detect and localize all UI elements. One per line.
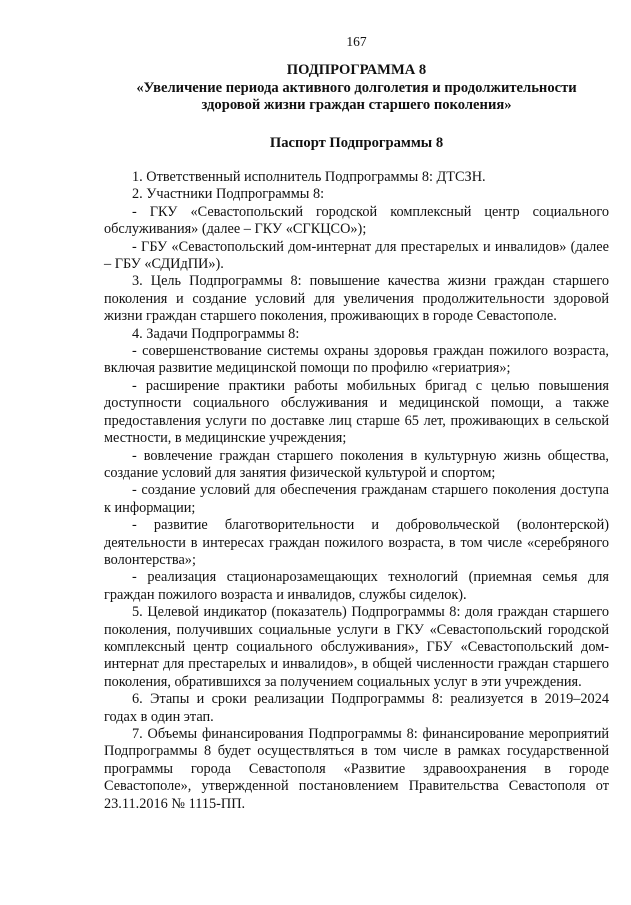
passport-body	[104, 169, 609, 813]
paragraph-participant-gbu: - ГБУ «Севастопольский дом-интернат для престарелых и инвалидов» (далее – ГБУ «СДИдПИ»).	[104, 238, 609, 273]
paragraph-participant-gku: - ГКУ «Севастопольский городской комплексный центр социального обслуживания» (далее – ГКУ «СГКЦСО»);	[104, 203, 609, 238]
subprogram-heading-line-1: ПОДПРОГРАММА 8	[286, 62, 427, 78]
paragraph-tasks: 4. Задачи Подпрограммы 8:	[132, 325, 300, 342]
paragraph-responsible-executor: 1. Ответственный исполнитель Подпрограммы 8: ДТСЗН.	[132, 169, 486, 185]
paragraph-task-information: - создание условий для обеспечения гражданам старшего поколения доступа к информации;	[104, 482, 609, 516]
paragraph-participants: 2. Участники Подпрограммы 8:	[132, 186, 325, 203]
paragraph-task-culture: - вовлечение граждан старшего поколения в культурную жизнь общества, создание условий для занятия физической культурой и спортом;	[104, 447, 609, 481]
paragraph-task-volunteering: - развитие благотворительности и добровольческой (волонтерской) деятельности в интересах граждан пожилого возраста, в том числе «серебряного волонтерства»;	[104, 517, 609, 568]
paragraph-stages-terms: 6. Этапы и сроки реализации Подпрограммы 8: реализуется в 2019–2024 годах в один этап.	[104, 691, 609, 725]
paragraph-target-indicator: 5. Целевой индикатор (показатель) Подпрограммы 8: доля граждан старшего поколения, получивших социальные услуги в ГКУ «Севастопольский городской комплексный центр социального обслуживания», ГБУ «Севастопольский дом-интернат для престарелых и инвалидов», в общей численности граждан старшего поколения, обратившихся за получением социальных услуг в эти учреждения.	[104, 604, 609, 690]
page-number: 167	[346, 34, 367, 49]
paragraph-financing: 7. Объемы финансирования Подпрограммы 8: финансирование мероприятий Подпрограммы 8 будет осуществляться в том числе в рамках государственной программы города Севастополя «Развитие здравоохранения в городе Севастополе», утвержденной постановлением Правительства Севастополя от 23.11.2016 № 1115-ПП.	[104, 726, 609, 812]
passport-title: Паспорт Подпрограммы 8	[269, 134, 444, 151]
paragraph-goal: 3. Цель Подпрограммы 8: повышение качества жизни граждан старшего поколения и создание условий для увеличения продолжительности здоровой жизни граждан старшего поколения, проживающих в городе Севастополе.	[104, 273, 609, 325]
subprogram-heading	[104, 62, 609, 115]
subprogram-heading-line-2: «Увеличение периода активного долголетия и продолжительности	[136, 79, 577, 96]
paragraph-task-mobile-teams: - расширение практики работы мобильных бригад с целью повышения доступности социального обслуживания и медицинской помощи, а также предоставления услуги по доставке лиц старше 65 лет, проживающих в сельской местности, в медицинские учреждения;	[104, 377, 609, 447]
subprogram-heading-line-3: здоровой жизни граждан старшего поколения»	[201, 97, 512, 113]
paragraph-task-care-technologies: - реализация стационарозамещающих технологий (приемная семья для граждан пожилого возраста и инвалидов, службы сиделок).	[104, 569, 609, 603]
paragraph-task-health: - совершенствование системы охраны здоровья граждан пожилого возраста, включая развитие медицинской помощи по профилю «гериатрия»;	[104, 343, 609, 377]
